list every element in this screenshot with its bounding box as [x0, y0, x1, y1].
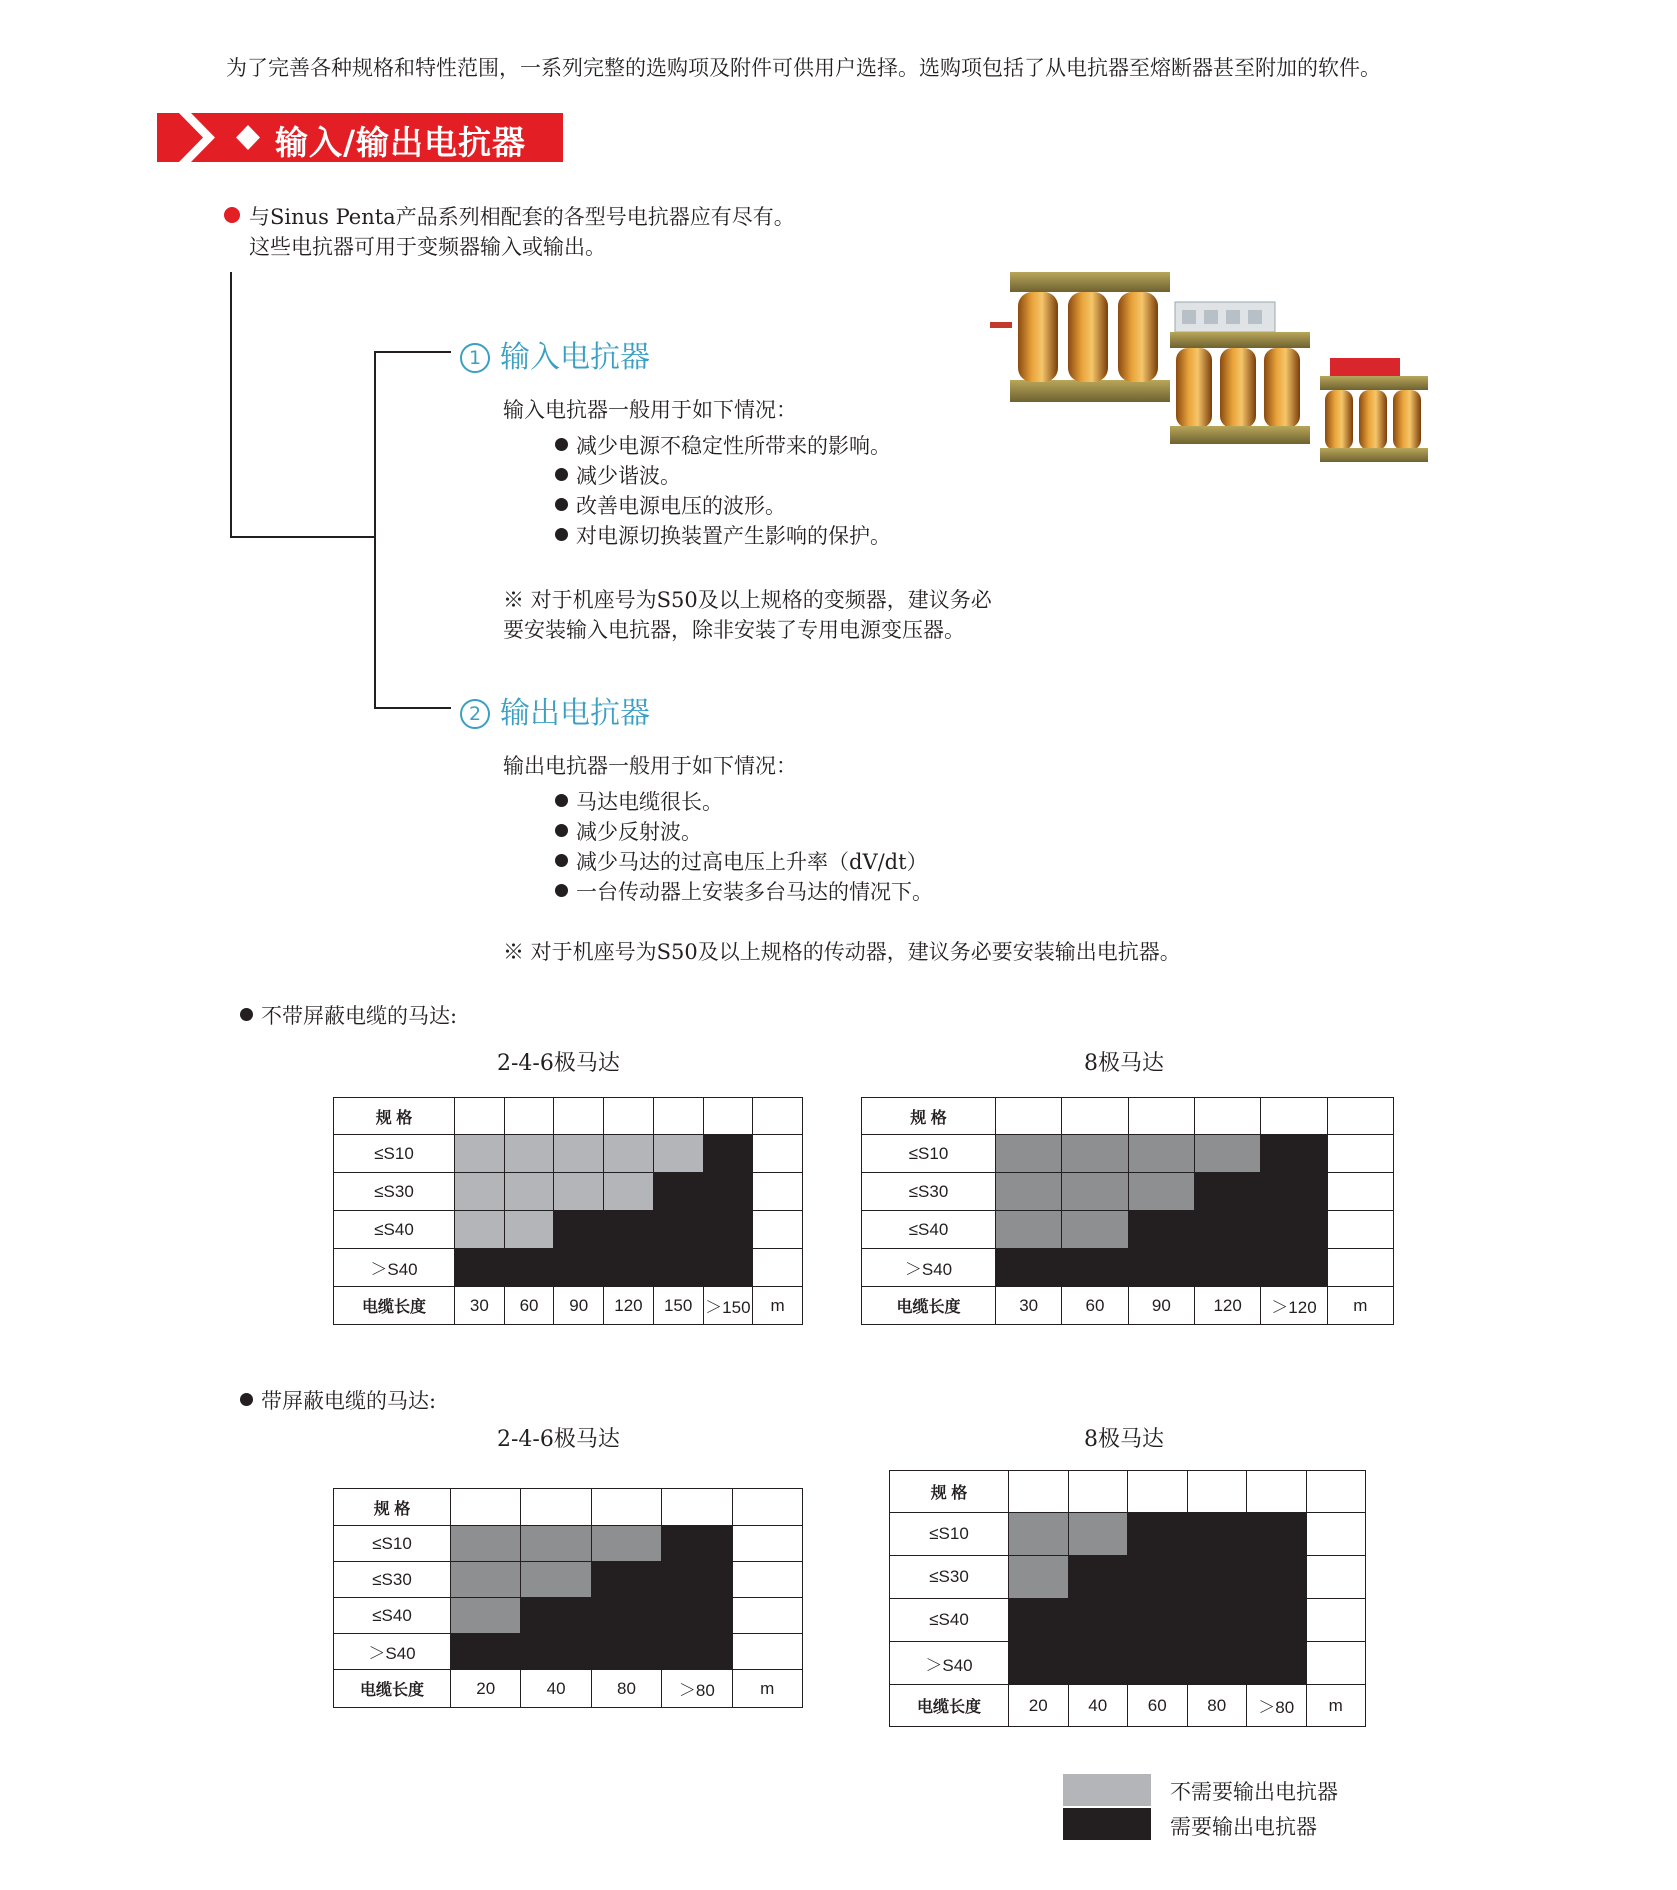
cell-reactor-not-needed: [504, 1173, 554, 1211]
bullet-icon: [555, 438, 568, 451]
cell-reactor-needed: [1187, 1599, 1247, 1642]
cell-reactor-needed: [662, 1526, 732, 1562]
lead-line-2: 这些电抗器可用于变频器输入或输出。: [249, 235, 606, 259]
cell-reactor-needed: [1261, 1249, 1327, 1287]
cell-reactor-needed: [1009, 1599, 1069, 1642]
legend-swatch-not-needed: [1063, 1774, 1151, 1806]
cell-reactor-needed: [662, 1634, 732, 1670]
unit-label: m: [753, 1287, 803, 1325]
empty-cell: [703, 1098, 753, 1135]
legend-label-not-needed: 不需要输出电抗器: [1170, 1780, 1338, 1804]
cell-reactor-not-needed: [996, 1135, 1062, 1173]
cell-reactor-not-needed: [1062, 1211, 1128, 1249]
cell-reactor-needed: [1187, 1556, 1247, 1599]
cell-reactor-needed: [591, 1598, 661, 1634]
table-row: [862, 1173, 1394, 1211]
cell-reactor-needed: [1068, 1599, 1128, 1642]
row-label: ≤S40: [334, 1598, 451, 1634]
cell-reactor-not-needed: [451, 1598, 521, 1634]
cell-reactor-needed: [1261, 1211, 1327, 1249]
cell-reactor-needed: [1247, 1642, 1307, 1685]
unshielded-heading: 不带屏蔽电缆的马达:: [261, 1004, 458, 1028]
cable-length: 80: [1187, 1685, 1247, 1727]
cell-reactor-needed: [1247, 1513, 1307, 1556]
input-reactor-intro: 输入电抗器一般用于如下情况：: [503, 398, 797, 422]
row-label: ≤S10: [334, 1135, 455, 1173]
cable-length: ＞150: [703, 1287, 753, 1325]
table-row: [334, 1562, 803, 1598]
cable-length: 90: [1128, 1287, 1194, 1325]
cell-reactor-needed: [604, 1211, 654, 1249]
empty-cell: [1306, 1471, 1366, 1513]
row-label: ＞S40: [890, 1642, 1009, 1685]
cell-reactor-not-needed: [455, 1173, 505, 1211]
table-header-row: [890, 1471, 1366, 1513]
cell-reactor-needed: [521, 1598, 591, 1634]
empty-cell: [1068, 1471, 1128, 1513]
cell-reactor-needed: [1128, 1513, 1188, 1556]
cell-reactor-needed: [1062, 1249, 1128, 1287]
header-label: 规 格: [334, 1098, 455, 1135]
tree-line: [374, 707, 451, 709]
legend-label-needed: 需要输出电抗器: [1170, 1815, 1317, 1839]
empty-cell: [732, 1562, 802, 1598]
cable-length: 150: [653, 1287, 703, 1325]
cell-reactor-not-needed: [521, 1526, 591, 1562]
unit-label: m: [732, 1670, 802, 1708]
cell-reactor-needed: [1128, 1211, 1194, 1249]
cell-reactor-needed: [1194, 1249, 1260, 1287]
tree-line: [230, 536, 375, 538]
cable-length: 40: [521, 1670, 591, 1708]
row-label: ≤S10: [890, 1513, 1009, 1556]
list-item: 减少电源不稳定性所带来的影响。: [576, 434, 891, 458]
cable-length: 120: [604, 1287, 654, 1325]
cell-reactor-needed: [653, 1211, 703, 1249]
bullet-icon: [555, 498, 568, 511]
cell-reactor-needed: [455, 1249, 505, 1287]
cell-reactor-not-needed: [996, 1173, 1062, 1211]
section-banner: [157, 113, 563, 162]
table-row: [334, 1249, 803, 1287]
empty-cell: [1247, 1471, 1307, 1513]
diamond-icon: [157, 113, 277, 162]
table-row: [334, 1526, 803, 1562]
table-row: [890, 1513, 1366, 1556]
table-caption: 2-4-6极马达: [497, 1051, 620, 1076]
cell-reactor-not-needed: [1128, 1173, 1194, 1211]
cell-reactor-needed: [1247, 1556, 1307, 1599]
table-caption: 8极马达: [1084, 1427, 1164, 1452]
empty-cell: [753, 1173, 803, 1211]
cell-reactor-needed: [1009, 1642, 1069, 1685]
cell-reactor-not-needed: [996, 1211, 1062, 1249]
table-caption: 2-4-6极马达: [497, 1427, 620, 1452]
reactor-table-shielded-2-4-6-pole: [333, 1488, 803, 1708]
input-reactor-note-1: ※ 对于机座号为S50及以上规格的变频器，建议务必: [503, 588, 992, 612]
empty-cell: [1187, 1471, 1247, 1513]
row-label: ≤S10: [862, 1135, 996, 1173]
reactor-table-unshielded-8-pole: [861, 1097, 1394, 1325]
cell-reactor-not-needed: [1194, 1135, 1260, 1173]
cell-reactor-needed: [1128, 1249, 1194, 1287]
cell-reactor-not-needed: [1062, 1173, 1128, 1211]
empty-cell: [1327, 1249, 1393, 1287]
cell-reactor-not-needed: [604, 1173, 654, 1211]
row-label: ≤S40: [890, 1599, 1009, 1642]
cell-reactor-not-needed: [1009, 1513, 1069, 1556]
empty-cell: [1261, 1098, 1327, 1135]
empty-cell: [1327, 1098, 1393, 1135]
cell-reactor-needed: [504, 1249, 554, 1287]
table-row: [862, 1135, 1394, 1173]
bullet-icon: [555, 468, 568, 481]
list-item: 减少反射波。: [576, 820, 702, 844]
cable-length: 40: [1068, 1685, 1128, 1727]
table-header-row: [334, 1098, 803, 1135]
cell-reactor-needed: [554, 1249, 604, 1287]
empty-cell: [732, 1598, 802, 1634]
cell-reactor-needed: [1261, 1135, 1327, 1173]
cell-reactor-needed: [653, 1249, 703, 1287]
empty-cell: [1306, 1556, 1366, 1599]
list-item: 减少马达的过高电压上升率（dV/dt）: [576, 850, 928, 874]
cable-length: 60: [504, 1287, 554, 1325]
bullet-icon: [555, 824, 568, 837]
reactor-photo: [990, 262, 1440, 484]
cell-reactor-needed: [591, 1562, 661, 1598]
empty-cell: [591, 1489, 661, 1526]
footer-label: 电缆长度: [334, 1670, 451, 1708]
cell-reactor-needed: [1068, 1642, 1128, 1685]
cell-reactor-needed: [662, 1562, 732, 1598]
row-label: ≤S10: [334, 1526, 451, 1562]
row-label: ≤S30: [862, 1173, 996, 1211]
bullet-icon: [240, 1008, 253, 1021]
cell-reactor-not-needed: [1128, 1135, 1194, 1173]
list-item: 对电源切换装置产生影响的保护。: [576, 524, 891, 548]
empty-cell: [1009, 1471, 1069, 1513]
cell-reactor-needed: [1068, 1556, 1128, 1599]
table-footer-row: [334, 1670, 803, 1708]
empty-cell: [1062, 1098, 1128, 1135]
header-label: 规 格: [862, 1098, 996, 1135]
shielded-heading: 带屏蔽电缆的马达:: [261, 1389, 437, 1413]
cell-reactor-not-needed: [591, 1526, 661, 1562]
empty-cell: [732, 1489, 802, 1526]
cable-length: 90: [554, 1287, 604, 1325]
list-item: 改善电源电压的波形。: [576, 494, 786, 518]
table-row: [334, 1634, 803, 1670]
empty-cell: [732, 1634, 802, 1670]
cell-reactor-needed: [451, 1634, 521, 1670]
table-row: [862, 1249, 1394, 1287]
cell-reactor-not-needed: [1062, 1135, 1128, 1173]
cell-reactor-not-needed: [554, 1135, 604, 1173]
output-reactor-title: [460, 688, 650, 732]
empty-cell: [1306, 1513, 1366, 1556]
cell-reactor-needed: [703, 1211, 753, 1249]
empty-cell: [1306, 1599, 1366, 1642]
cell-reactor-not-needed: [521, 1562, 591, 1598]
table-row: [862, 1211, 1394, 1249]
row-label: ≤S30: [890, 1556, 1009, 1599]
cell-reactor-needed: [1194, 1211, 1260, 1249]
cell-reactor-needed: [703, 1249, 753, 1287]
list-item: 一台传动器上安装多台马达的情况下。: [576, 880, 933, 904]
empty-cell: [1327, 1173, 1393, 1211]
cable-length: ＞80: [662, 1670, 732, 1708]
intro-text: 为了完善各种规格和特性范围，一系列完整的选购项及附件可供用户选择。选购项包括了从电抗器至熔断器甚至附加的软件。: [226, 56, 1381, 80]
cell-reactor-needed: [591, 1634, 661, 1670]
empty-cell: [662, 1489, 732, 1526]
number-badge: 2: [460, 699, 490, 729]
table-row: [334, 1211, 803, 1249]
table-row: [890, 1642, 1366, 1685]
empty-cell: [1194, 1098, 1260, 1135]
row-label: ≤S30: [334, 1173, 455, 1211]
empty-cell: [554, 1098, 604, 1135]
list-item: 减少谐波。: [576, 464, 681, 488]
bullet-icon: [555, 854, 568, 867]
input-reactor-title-text: 输入电抗器: [500, 340, 650, 375]
unit-label: m: [1306, 1685, 1366, 1727]
reactor-table-shielded-8-pole: [889, 1470, 1366, 1727]
table-footer-row: [862, 1287, 1394, 1325]
table-footer-row: [890, 1685, 1366, 1727]
cable-length: 20: [451, 1670, 521, 1708]
footer-label: 电缆长度: [862, 1287, 996, 1325]
cell-reactor-needed: [1247, 1599, 1307, 1642]
cable-length: 80: [591, 1670, 661, 1708]
cable-length: ＞120: [1261, 1287, 1327, 1325]
empty-cell: [1327, 1135, 1393, 1173]
empty-cell: [521, 1489, 591, 1526]
section-title: 输入/输出电抗器: [275, 123, 527, 162]
output-reactor-intro: 输出电抗器一般用于如下情况：: [503, 754, 797, 778]
header-label: 规 格: [334, 1489, 451, 1526]
table-row: [890, 1599, 1366, 1642]
bullet-icon: [240, 1393, 253, 1406]
cell-reactor-not-needed: [451, 1526, 521, 1562]
table-row: [334, 1135, 803, 1173]
bullet-icon: [224, 207, 240, 223]
empty-cell: [455, 1098, 505, 1135]
cell-reactor-not-needed: [653, 1135, 703, 1173]
empty-cell: [604, 1098, 654, 1135]
cell-reactor-needed: [604, 1249, 654, 1287]
unit-label: m: [1327, 1287, 1393, 1325]
input-reactor-title: [460, 332, 650, 376]
empty-cell: [1128, 1471, 1188, 1513]
cell-reactor-not-needed: [504, 1211, 554, 1249]
cell-reactor-needed: [1128, 1642, 1188, 1685]
cable-length: 30: [996, 1287, 1062, 1325]
row-label: ≤S40: [862, 1211, 996, 1249]
empty-cell: [753, 1135, 803, 1173]
empty-cell: [504, 1098, 554, 1135]
table-caption: 8极马达: [1084, 1051, 1164, 1076]
cell-reactor-not-needed: [455, 1135, 505, 1173]
cable-length: ＞80: [1247, 1685, 1307, 1727]
cell-reactor-needed: [996, 1249, 1062, 1287]
cell-reactor-needed: [653, 1173, 703, 1211]
lead-line-1: 与Sinus Penta产品系列相配套的各型号电抗器应有尽有。: [249, 205, 795, 229]
bullet-icon: [555, 884, 568, 897]
list-item: 马达电缆很长。: [576, 790, 723, 814]
tree-line: [374, 351, 376, 709]
table-footer-row: [334, 1287, 803, 1325]
empty-cell: [451, 1489, 521, 1526]
cell-reactor-needed: [703, 1135, 753, 1173]
cell-reactor-needed: [1187, 1513, 1247, 1556]
cable-length: 120: [1194, 1287, 1260, 1325]
cable-length: 30: [455, 1287, 505, 1325]
cable-length: 60: [1062, 1287, 1128, 1325]
table-header-row: [334, 1489, 803, 1526]
row-label: ＞S40: [862, 1249, 996, 1287]
cell-reactor-not-needed: [504, 1135, 554, 1173]
table-row: [890, 1556, 1366, 1599]
empty-cell: [1327, 1211, 1393, 1249]
cell-reactor-needed: [521, 1634, 591, 1670]
cell-reactor-needed: [1261, 1173, 1327, 1211]
tree-line: [374, 351, 451, 353]
cell-reactor-not-needed: [1068, 1513, 1128, 1556]
cell-reactor-needed: [1128, 1556, 1188, 1599]
empty-cell: [753, 1249, 803, 1287]
legend-swatch-needed: [1063, 1808, 1151, 1840]
bullet-icon: [555, 794, 568, 807]
empty-cell: [732, 1526, 802, 1562]
row-label: ＞S40: [334, 1249, 455, 1287]
empty-cell: [653, 1098, 703, 1135]
cell-reactor-needed: [1194, 1173, 1260, 1211]
tree-line: [230, 272, 232, 538]
cable-length: 60: [1128, 1685, 1188, 1727]
footer-label: 电缆长度: [334, 1287, 455, 1325]
bullet-icon: [555, 528, 568, 541]
cell-reactor-not-needed: [451, 1562, 521, 1598]
cell-reactor-needed: [703, 1173, 753, 1211]
cell-reactor-needed: [1187, 1642, 1247, 1685]
empty-cell: [996, 1098, 1062, 1135]
footer-label: 电缆长度: [890, 1685, 1009, 1727]
empty-cell: [1128, 1098, 1194, 1135]
cell-reactor-not-needed: [554, 1173, 604, 1211]
number-badge: 1: [460, 343, 490, 373]
empty-cell: [1306, 1642, 1366, 1685]
table-row: [334, 1598, 803, 1634]
input-reactor-note-2: 要安装输入电抗器，除非安装了专用电源变压器。: [503, 618, 965, 642]
cell-reactor-needed: [554, 1211, 604, 1249]
empty-cell: [753, 1098, 803, 1135]
row-label: ≤S40: [334, 1211, 455, 1249]
empty-cell: [753, 1211, 803, 1249]
cell-reactor-not-needed: [604, 1135, 654, 1173]
header-label: 规 格: [890, 1471, 1009, 1513]
cell-reactor-needed: [662, 1598, 732, 1634]
row-label: ＞S40: [334, 1634, 451, 1670]
cell-reactor-not-needed: [1009, 1556, 1069, 1599]
cell-reactor-needed: [1128, 1599, 1188, 1642]
cable-length: 20: [1009, 1685, 1069, 1727]
cell-reactor-not-needed: [455, 1211, 505, 1249]
table-header-row: [862, 1098, 1394, 1135]
output-reactor-title-text: 输出电抗器: [500, 696, 650, 731]
row-label: ≤S30: [334, 1562, 451, 1598]
table-row: [334, 1173, 803, 1211]
output-reactor-note: ※ 对于机座号为S50及以上规格的传动器，建议务必要安装输出电抗器。: [503, 940, 1181, 964]
reactor-table-unshielded-2-4-6-pole: [333, 1097, 803, 1325]
